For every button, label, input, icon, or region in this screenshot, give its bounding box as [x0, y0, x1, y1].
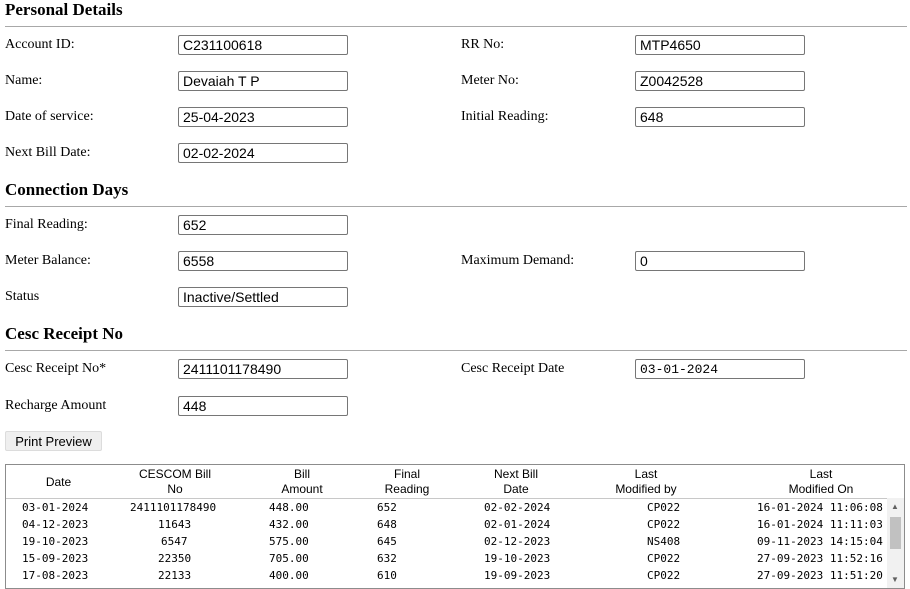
meter-no-input[interactable]: [635, 71, 805, 91]
cell-bill-amount: 705.00: [269, 552, 309, 565]
table-row[interactable]: [6, 533, 888, 550]
column-header-label: Amount: [281, 482, 323, 496]
cell-last-modified-on: 27-09-2023 11:51:20: [757, 569, 883, 582]
print-preview-button[interactable]: Print Preview: [5, 431, 102, 451]
column-header-last-modified-on: [761, 467, 881, 497]
table-row[interactable]: [6, 516, 888, 533]
cell-final-reading: 652: [377, 501, 397, 514]
column-header-label: Modified On: [788, 482, 854, 496]
next-bill-date-input[interactable]: [178, 143, 348, 163]
table-row[interactable]: [6, 550, 888, 567]
column-header-bill-no: [120, 467, 230, 497]
cell-final-reading: 632: [377, 552, 397, 565]
column-header-label: Date: [503, 482, 529, 496]
cell-bill-amount: 575.00: [269, 535, 309, 548]
rr-no-label: RR No:: [461, 37, 505, 52]
column-header-label: Next Bill: [493, 467, 538, 481]
cesc-receipt-no-label: Cesc Receipt No*: [5, 361, 107, 376]
section-divider: [5, 206, 907, 207]
cell-last-modified-on: 09-11-2023 14:15:04: [757, 535, 883, 548]
initial-reading-input[interactable]: [635, 107, 805, 127]
account-id-label: Account ID:: [5, 37, 75, 52]
column-header-label: Bill: [293, 467, 310, 481]
initial-reading-label: Initial Reading:: [461, 109, 549, 124]
column-header-label: Last: [634, 467, 658, 481]
cell-date: 04-12-2023: [22, 518, 89, 531]
final-reading-input[interactable]: [178, 215, 348, 235]
table-row[interactable]: [6, 567, 888, 584]
column-header-label: Final: [393, 467, 420, 481]
column-header-label: No: [167, 482, 183, 496]
scroll-down-arrow-icon[interactable]: ▼: [891, 575, 899, 584]
cesc-receipt-date-label: Cesc Receipt Date: [461, 361, 565, 376]
column-header-label: Modified by: [615, 482, 677, 496]
section-divider: [5, 26, 907, 27]
scroll-up-arrow-icon[interactable]: ▲: [891, 502, 899, 511]
cell-last-modified-by: CP022: [647, 569, 681, 582]
cell-last-modified-by: CP022: [647, 552, 681, 565]
section-divider: [5, 350, 907, 351]
cell-bill-no: 6547: [161, 535, 188, 548]
section-title-cesc-receipt: Cesc Receipt No: [5, 324, 124, 343]
name-input[interactable]: [178, 71, 348, 91]
date-of-service-input[interactable]: [178, 107, 348, 127]
column-header-label: Last: [809, 467, 833, 481]
meter-balance-label: Meter Balance:: [5, 253, 91, 268]
final-reading-label: Final Reading:: [5, 217, 88, 232]
recharge-amount-label: Recharge Amount: [5, 398, 107, 413]
column-header-final-reading: [367, 467, 447, 497]
cesc-receipt-no-input[interactable]: [178, 359, 348, 379]
cell-bill-no: 11643: [158, 518, 192, 531]
column-header-bill-amount: [257, 467, 347, 497]
cell-bill-amount: 448.00: [269, 501, 309, 514]
rr-no-input[interactable]: [635, 35, 805, 55]
cell-next-bill-date: 02-12-2023: [484, 535, 551, 548]
table-header: [6, 465, 888, 499]
cell-bill-amount: 400.00: [269, 569, 309, 582]
cell-next-bill-date: 19-10-2023: [484, 552, 551, 565]
next-bill-date-label: Next Bill Date:: [5, 145, 91, 160]
section-title-personal-details: Personal Details: [5, 0, 123, 19]
cell-final-reading: 610: [377, 569, 397, 582]
cell-bill-no: 2411101178490: [130, 501, 217, 514]
cell-bill-no: 22133: [158, 569, 192, 582]
status-input[interactable]: [178, 287, 348, 307]
column-header-label: Date: [45, 475, 72, 489]
meter-no-label: Meter No:: [461, 73, 519, 88]
recharge-amount-input[interactable]: [178, 396, 348, 416]
table-body: [6, 499, 888, 584]
cell-final-reading: 645: [377, 535, 397, 548]
column-header-last-modified-by: [601, 467, 691, 497]
cell-next-bill-date: 02-02-2024: [484, 501, 551, 514]
cell-last-modified-by: CP022: [647, 518, 681, 531]
name-label: Name:: [5, 73, 43, 88]
column-header-next-bill-date: [476, 467, 556, 497]
meter-balance-input[interactable]: [178, 251, 348, 271]
cell-date: 17-08-2023: [22, 569, 89, 582]
vertical-scrollbar[interactable]: [887, 498, 904, 589]
maximum-demand-label: Maximum Demand:: [461, 253, 575, 268]
cell-bill-no: 22350: [158, 552, 192, 565]
cell-last-modified-on: 16-01-2024 11:11:03: [757, 518, 883, 531]
status-label: Status: [5, 289, 40, 304]
section-title-connection-days: Connection Days: [5, 180, 129, 199]
account-id-input[interactable]: [178, 35, 348, 55]
cell-final-reading: 648: [377, 518, 397, 531]
scrollbar-thumb[interactable]: [890, 517, 901, 549]
column-header-label: CESCOM Bill: [138, 467, 211, 481]
maximum-demand-input[interactable]: [635, 251, 805, 271]
bill-history-table: [5, 464, 905, 589]
cell-last-modified-by: CP022: [647, 501, 681, 514]
cell-date: 19-10-2023: [22, 535, 89, 548]
cell-bill-amount: 432.00: [269, 518, 309, 531]
cesc-receipt-date-input[interactable]: [635, 359, 805, 379]
cell-next-bill-date: 19-09-2023: [484, 569, 551, 582]
table-row[interactable]: [6, 499, 888, 516]
cell-last-modified-on: 16-01-2024 11:06:08: [757, 501, 883, 514]
cell-next-bill-date: 02-01-2024: [484, 518, 551, 531]
date-of-service-label: Date of service:: [5, 109, 94, 124]
cell-last-modified-on: 27-09-2023 11:52:16: [757, 552, 883, 565]
cell-last-modified-by: NS408: [647, 535, 681, 548]
column-header-label: Reading: [384, 482, 430, 496]
cell-date: 03-01-2024: [22, 501, 89, 514]
cell-date: 15-09-2023: [22, 552, 89, 565]
column-header-date: [21, 475, 96, 490]
